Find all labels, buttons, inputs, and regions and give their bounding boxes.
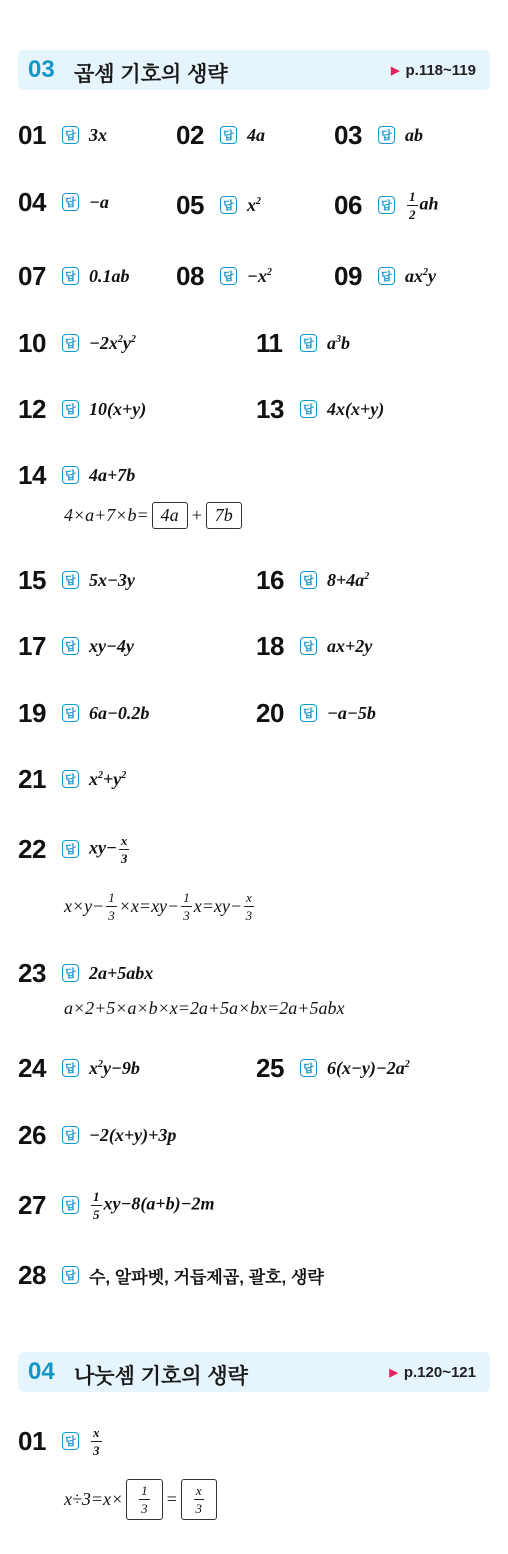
answer-value: 6a−0.2b <box>89 702 150 723</box>
section-header-03 <box>18 50 490 90</box>
answer-item: 05 답 $x^2$ <box>176 189 261 220</box>
answer-item: 16 답 $8+4a^2$ <box>256 564 370 595</box>
answer-item: 18 답 ax+2y <box>256 630 373 661</box>
answer-badge-icon: 답 <box>62 334 79 352</box>
answer-item: 02 답 4a <box>176 119 265 150</box>
answer-value: 수, 알파벳, 거듭제곱, 괄호, 생략 <box>89 1267 324 1287</box>
section-title: 곱셈 기호의 생략 <box>74 63 228 86</box>
answer-badge-icon: 답 <box>62 770 79 788</box>
answer-item: 23 답 2a+5abx <box>18 957 154 988</box>
answer-value: 5x−3y <box>89 569 135 590</box>
solution-work: a×2+5×a×b×x=2a+5a×bx=2a+5abx <box>64 997 345 1018</box>
triangle-pointer-icon: ▶ <box>389 1367 398 1379</box>
answer-item: 25 답 $6(x-y)-2a^2$ <box>256 1052 410 1083</box>
solution-work: x÷3=x× $\frac{1}{3}$ = $\frac{x}{3}$ <box>64 1476 220 1522</box>
answer-value: $x^2+y^2$ <box>89 768 127 789</box>
answer-value: −a <box>89 191 109 212</box>
answer-badge-icon: 답 <box>300 334 317 352</box>
answer-item: 10 답 $-2x^2y^2$ <box>18 327 136 358</box>
answer-value: $\frac{x}{3}$ <box>93 1424 100 1458</box>
answer-item: 03 답 ab <box>334 119 423 150</box>
answer-badge-icon: 답 <box>62 126 79 144</box>
section-title: 나눗셈 기호의 생략 <box>74 1365 248 1388</box>
answer-value: ab <box>405 124 423 145</box>
answer-badge-icon: 답 <box>62 1196 79 1214</box>
answer-value: −a−5b <box>327 702 376 723</box>
answer-badge-icon: 답 <box>62 267 79 285</box>
answer-item: 01 답 3x <box>18 119 107 150</box>
answer-value: $x^2$ <box>247 194 261 215</box>
answer-value: $6(x-y)-2a^2$ <box>327 1057 410 1078</box>
answer-value: 4a+7b <box>89 464 136 485</box>
answer-item: 27 답 $\frac{1}{5}$ xy−8(a+b)−2m <box>18 1188 215 1222</box>
section-number: 04 <box>28 1358 55 1385</box>
answer-badge-icon: 답 <box>300 637 317 655</box>
answer-item: 20 답 −a−5b <box>256 697 376 728</box>
answer-item: 22 답 xy− $\frac{x}{3}$ <box>18 834 131 864</box>
answer-item: 26 답 −2(x+y)+3p <box>18 1119 177 1150</box>
answer-value: 0.1ab <box>89 265 130 286</box>
answer-item: 12 답 10(x+y) <box>18 393 147 424</box>
answer-item: 15 답 5x−3y <box>18 564 135 595</box>
answer-value: $a^3b$ <box>327 332 350 353</box>
answer-value: $8+4a^2$ <box>327 569 370 590</box>
answer-item: 17 답 xy−4y <box>18 630 134 661</box>
answer-value: 2a+5abx <box>89 962 154 983</box>
answer-badge-icon: 답 <box>62 840 79 858</box>
answer-badge-icon: 답 <box>62 571 79 589</box>
answer-box: 7b <box>206 502 242 529</box>
answer-badge-icon: 답 <box>300 1059 317 1077</box>
solution-work: 4×a+7×b= 4a + 7b <box>64 500 245 530</box>
answer-badge-icon: 답 <box>378 267 395 285</box>
answer-value: $x^2y-9b$ <box>89 1057 140 1078</box>
answer-item: 11 답 $a^3b$ <box>256 327 350 358</box>
answer-badge-icon: 답 <box>62 704 79 722</box>
answer-box: $\frac{x}{3}$ <box>181 1479 217 1520</box>
answer-value: $\frac{1}{2}$ ah <box>409 188 439 222</box>
answer-badge-icon: 답 <box>62 193 79 211</box>
answer-value: $-x^2$ <box>247 265 272 286</box>
page-range: ▶ p.118~119 <box>391 62 476 79</box>
answer-badge-icon: 답 <box>378 126 395 144</box>
answer-value: ax+2y <box>327 635 373 656</box>
section-header-04 <box>18 1352 490 1392</box>
answer-badge-icon: 답 <box>300 400 317 418</box>
answer-badge-icon: 답 <box>220 267 237 285</box>
answer-item: 06 답 $\frac{1}{2}$ ah <box>334 188 439 222</box>
answer-item: 07 답 0.1ab <box>18 260 130 291</box>
answer-box: 4a <box>152 502 188 529</box>
answer-item: 13 답 4x(x+y) <box>256 393 385 424</box>
answer-badge-icon: 답 <box>300 704 317 722</box>
answer-item: 04 답 −a <box>18 186 109 217</box>
answer-badge-icon: 답 <box>62 400 79 418</box>
answer-value: 4x(x+y) <box>327 398 385 419</box>
answer-badge-icon: 답 <box>62 964 79 982</box>
answer-badge-icon: 답 <box>62 1059 79 1077</box>
answer-item: 01 답 $\frac{x}{3}$ <box>18 1426 104 1456</box>
answer-badge-icon: 답 <box>62 466 79 484</box>
section-number: 03 <box>28 56 55 83</box>
answer-value: 10(x+y) <box>89 398 147 419</box>
answer-item: 28 답 수, 알파벳, 거듭제곱, 괄호, 생략 <box>18 1259 324 1290</box>
answer-value: 3x <box>89 124 107 145</box>
answer-value: xy− $\frac{x}{3}$ <box>89 832 128 866</box>
page-range: ▶ p.120~121 <box>389 1364 476 1381</box>
answer-item: 21 답 $x^2+y^2$ <box>18 763 127 794</box>
answer-value: xy−4y <box>89 635 134 656</box>
answer-item: 19 답 6a−0.2b <box>18 697 150 728</box>
answer-badge-icon: 답 <box>62 1266 79 1284</box>
answer-value: $ax^2y$ <box>405 265 436 286</box>
answer-value: 4a <box>247 124 265 145</box>
answer-value: −2(x+y)+3p <box>89 1124 177 1145</box>
answer-value: $\frac{1}{5}$ xy−8(a+b)−2m <box>93 1188 215 1222</box>
solution-work: x×y− $\frac{1}{3}$ ×x=xy− $\frac{1}{3}$ x=xy− $\frac{x}{3}$ <box>64 889 253 923</box>
answer-badge-icon: 답 <box>220 196 237 214</box>
answer-badge-icon: 답 <box>378 196 395 214</box>
answer-badge-icon: 답 <box>220 126 237 144</box>
answer-badge-icon: 답 <box>62 1432 79 1450</box>
answer-item: 08 답 $-x^2$ <box>176 260 272 291</box>
triangle-pointer-icon: ▶ <box>391 65 400 77</box>
answer-item: 14 답 4a+7b <box>18 459 136 490</box>
answer-badge-icon: 답 <box>62 637 79 655</box>
answer-badge-icon: 답 <box>62 1126 79 1144</box>
answer-item: 09 답 $ax^2y$ <box>334 260 436 291</box>
answer-item: 24 답 $x^2y-9b$ <box>18 1052 140 1083</box>
answer-box: $\frac{1}{3}$ <box>126 1479 163 1520</box>
answer-badge-icon: 답 <box>300 571 317 589</box>
answer-value: $-2x^2y^2$ <box>89 332 136 353</box>
